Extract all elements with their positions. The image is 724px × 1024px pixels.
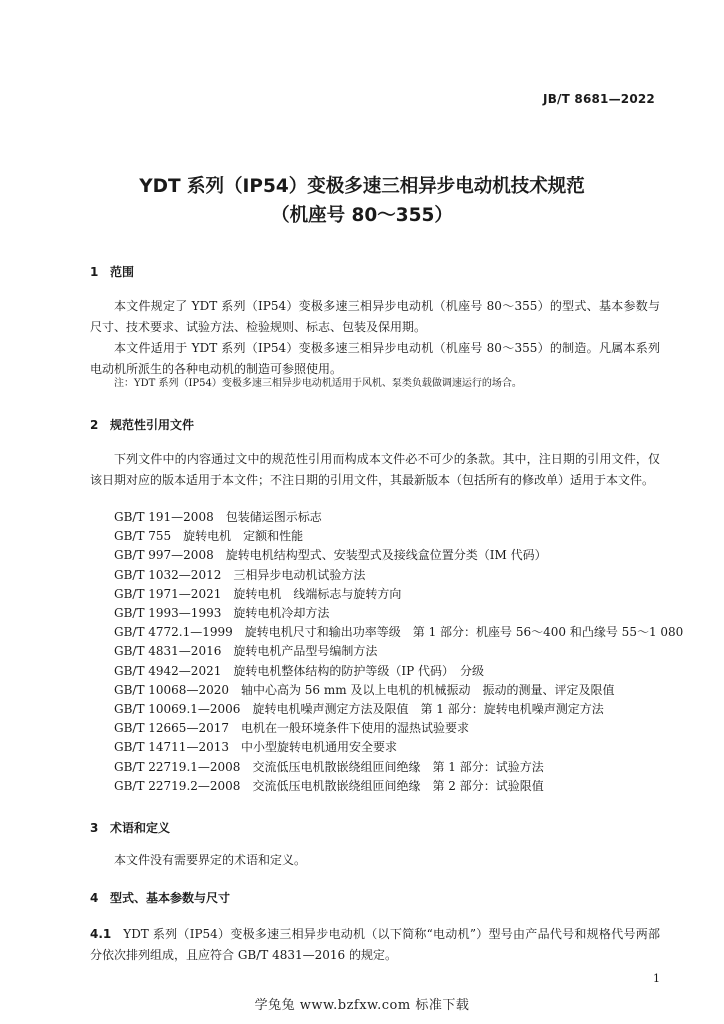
reference-code: GB/T 4772.1—1999 (114, 625, 233, 640)
reference-list (114, 508, 684, 796)
section-title: 范围 (110, 265, 135, 279)
reference-title: 旋转电机噪声测定方法及限值 第 1 部分：旋转电机噪声测定方法 (252, 702, 604, 717)
reference-code: GB/T 4942—2021 (114, 663, 222, 678)
section-2-heading (90, 416, 194, 433)
reference-title: 旋转电机产品型号编制方法 (233, 644, 378, 659)
reference-code: GB/T 22719.2—2008 (114, 778, 241, 793)
reference-item (114, 662, 674, 681)
reference-code: GB/T 1993—1993 (114, 606, 222, 621)
reference-code: GB/T 10069.1—2006 (114, 702, 241, 717)
reference-item (114, 642, 674, 661)
reference-item (114, 777, 674, 796)
reference-title: 中小型旋转电机通用安全要求 (240, 740, 397, 755)
reference-item (114, 546, 674, 565)
title-line-2: （机座号 80～355） (271, 205, 453, 226)
reference-title: 旋转电机 定额和性能 (183, 529, 304, 544)
section-number: 4 (90, 891, 99, 905)
reference-item (114, 585, 674, 604)
reference-item (114, 681, 674, 700)
reference-item (114, 527, 674, 546)
section-3-heading (90, 819, 170, 836)
section-title: 规范性引用文件 (110, 418, 195, 432)
reference-item (114, 758, 674, 777)
title-line-1: YDT 系列（IP54）变极多速三相异步电动机技术规范 (139, 176, 585, 197)
reference-title: 旋转电机整体结构的防护等级（IP 代码） 分级 (233, 663, 484, 678)
reference-title: 旋转电机冷却方法 (233, 606, 330, 621)
reference-title: 旋转电机尺寸和输出功率等级 第 1 部分：机座号 56～400 和凸缘号 55～1 080 (244, 625, 684, 640)
page-number: 1 (653, 972, 660, 985)
terms-paragraph: 本文件没有需要界定的术语和定义。 (114, 853, 307, 867)
reference-code: GB/T 10068—2020 (114, 682, 229, 697)
section-number: 2 (90, 418, 99, 432)
reference-code: GB/T 191—2008 (114, 510, 214, 524)
section-1-heading (90, 263, 134, 280)
section-4-heading (90, 889, 230, 906)
clause-4-1 (90, 924, 660, 966)
clause-number: 4.1 (90, 927, 112, 941)
reference-title: 包装储运图示标志 (225, 510, 322, 524)
section-title: 型式、基本参数与尺寸 (110, 891, 231, 905)
reference-item (114, 719, 674, 738)
scope-paragraph-1: 本文件规定了 YDT 系列（IP54）变极多速三相异步电动机（机座号 80～355）的型式、基本参数与尺寸、技术要求、试验方法、检验规则、标志、包装及保用期。 (90, 299, 660, 334)
reference-title: 交流低压电机散嵌绕组匝间绝缘 第 2 部分：试验限值 (252, 778, 544, 793)
reference-title: 电机在一般环境条件下使用的湿热试验要求 (240, 721, 469, 736)
section-number: 1 (90, 265, 99, 279)
reference-code: GB/T 22719.1—2008 (114, 759, 241, 774)
scope-note: 注：YDT 系列（IP54）变极多速三相异步电动机适用于风机、泵类负载做调速运行的场合。 (114, 378, 522, 389)
watermark-footer: 学兔兔 www.bzfxw.com 标准下载 (254, 998, 470, 1013)
reference-title: 轴中心高为 56 mm 及以上电机的机械振动 振动的测量、评定及限值 (240, 682, 615, 697)
reference-code: GB/T 1032—2012 (114, 567, 222, 582)
reference-code: GB/T 14711—2013 (114, 740, 229, 755)
clause-text: YDT 系列（IP54）变极多速三相异步电动机（以下简称“电动机”）型号由产品代号和规格代号两部分依次排列组成，且应符合 GB/T 4831—2016 的规定。 (90, 927, 660, 962)
reference-item (114, 566, 674, 585)
reference-item (114, 623, 684, 642)
reference-code: GB/T 4831—2016 (114, 644, 222, 659)
scope-paragraph-2: 本文件适用于 YDT 系列（IP54）变极多速三相异步电动机（机座号 80～355）的制造。凡属本系列电动机所派生的各种电动机的制造可参照使用。 (90, 341, 660, 376)
reference-code: GB/T 12665—2017 (114, 721, 229, 736)
standard-number: JB/T 8681—2022 (543, 92, 655, 106)
normative-references-intro: 下列文件中的内容通过文中的规范性引用而构成本文件必不可少的条款。其中，注日期的引用文件，仅该日期对应的版本适用于本文件；不注日期的引用文件，其最新版本（包括所有的修改单）适用于本文件。 (90, 452, 660, 487)
document-title (0, 172, 724, 230)
reference-item (114, 738, 674, 757)
reference-title: 旋转电机 线端标志与旋转方向 (233, 586, 402, 601)
reference-item (114, 700, 674, 719)
reference-title: 三相异步电动机试验方法 (233, 567, 366, 582)
reference-title: 交流低压电机散嵌绕组匝间绝缘 第 1 部分：试验方法 (252, 759, 544, 774)
reference-item (114, 508, 674, 527)
reference-item (114, 604, 674, 623)
reference-code: GB/T 997—2008 (114, 548, 214, 563)
reference-title: 旋转电机结构型式、安装型式及接线盒位置分类（IM 代码） (225, 548, 547, 563)
reference-code: GB/T 1971—2021 (114, 586, 222, 601)
section-title: 术语和定义 (110, 821, 171, 835)
reference-code: GB/T 755 (114, 529, 172, 544)
section-number: 3 (90, 821, 99, 835)
